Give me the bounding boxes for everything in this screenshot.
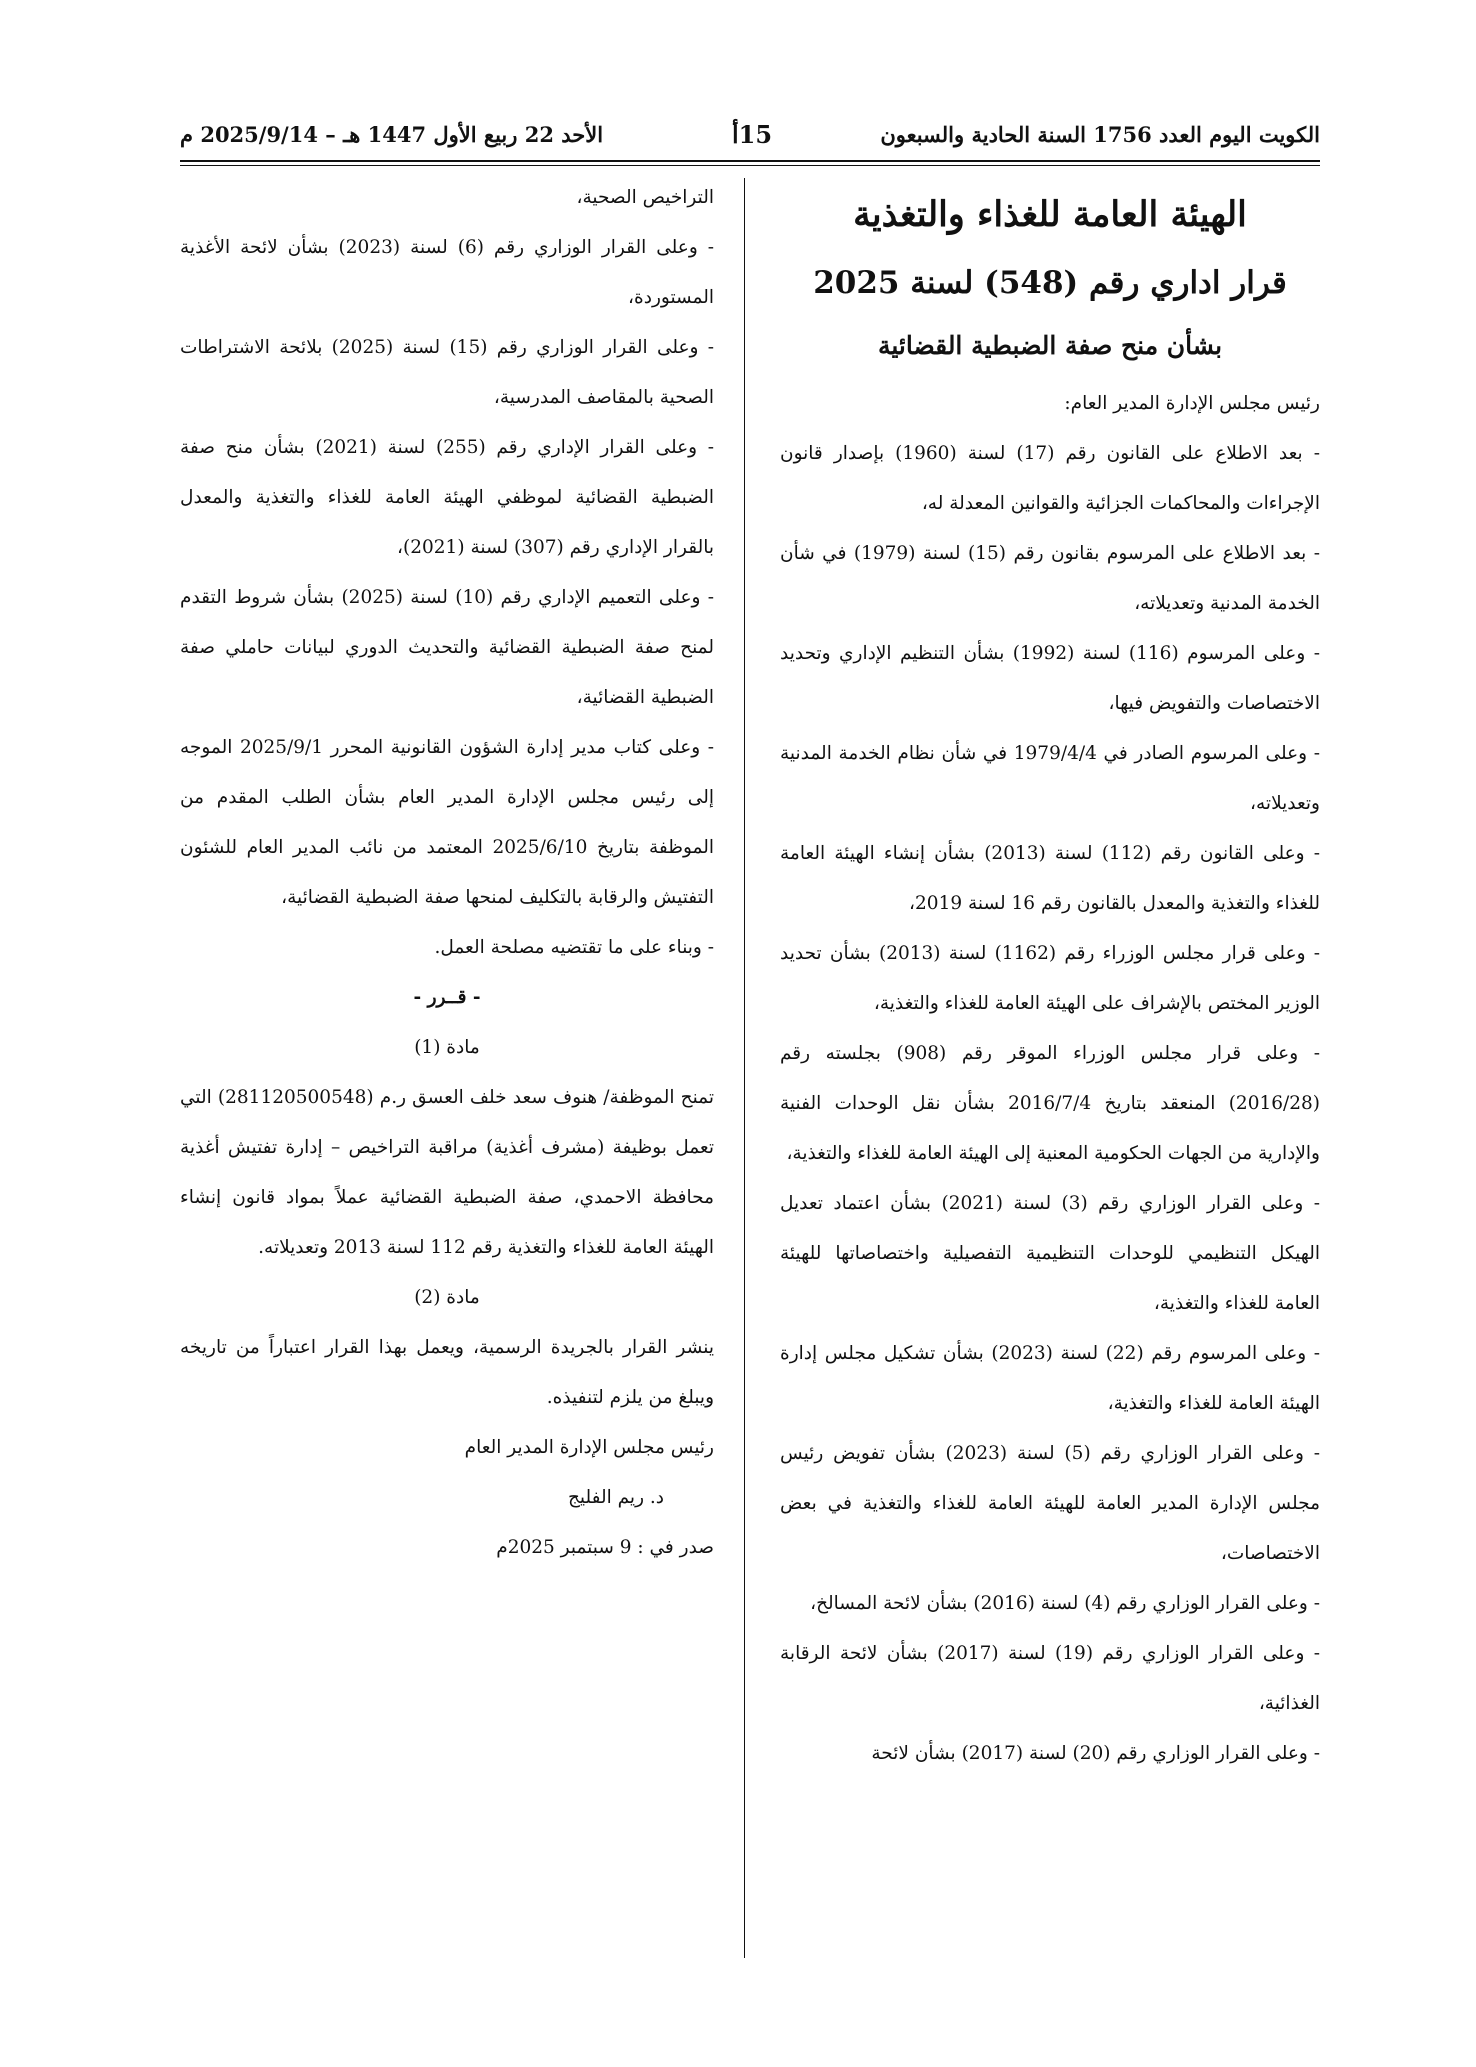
left-paragraph: - وبناء على ما تقتضيه مصلحة العمل. xyxy=(434,937,714,958)
authority-title: الهيئة العامة للغذاء والتغذية xyxy=(853,194,1247,235)
signature-name: د. ريم الفليج xyxy=(567,1487,664,1508)
right-paragraph: - وعلى المرسوم رقم (22) لسنة (2023) بشأن تشكيل مجلس إدارة الهيئة العامة للغذاء والتغذية، xyxy=(780,1343,1320,1414)
page-header xyxy=(180,118,1320,154)
left-paragraph: - وعلى القرار الوزاري رقم (6) لسنة (2023) بشأن لائحة الأغذية المستوردة، xyxy=(180,237,714,308)
right-paragraph: - وعلى المرسوم (116) لسنة (1992) بشأن التنظيم الإداري وتحديد الاختصاصات والتفويض فيها، xyxy=(780,643,1320,714)
article-2-title: مادة (2) xyxy=(414,1287,480,1308)
right-paragraph: - وعلى القانون رقم (112) لسنة (2013) بشأن إنشاء الهيئة العامة للغذاء والتغذية والمعدل بالقانون رقم 16 لسنة 2019، xyxy=(780,843,1321,914)
decree-heading: - قــرر - xyxy=(413,987,481,1008)
left-paragraph: - وعلى التعميم الإداري رقم (10) لسنة (2025) بشأن شروط التقدم لمنح صفة الضبطية القضائية والتحديث الدوري لبيانات حاملي صفة الضبطية القضائية، xyxy=(180,587,714,708)
right-paragraph: - وعلى القرار الوزاري رقم (5) لسنة (2023) بشأن تفويض رئيس مجلس الإدارة المدير العامة للهيئة العامة للغذاء والتغذية في بعض الاختصاصات، xyxy=(780,1443,1320,1564)
right-paragraph: - بعد الاطلاع على المرسوم بقانون رقم (15) لسنة (1979) في شأن الخدمة المدنية وتعديلاته، xyxy=(780,543,1321,614)
right-paragraph: - وعلى قرار مجلس الوزراء رقم (1162) لسنة (2013) بشأن تحديد الوزير المختص بالإشراف على الهيئة العامة للغذاء والتغذية، xyxy=(780,943,1320,1014)
right-paragraph: - وعلى القرار الوزاري رقم (3) لسنة (2021) بشأن اعتماد تعديل الهيكل التنظيمي للوحدات التنظيمية التفصيلية واختصاصاتها للهيئة العامة للغذاء والتغذية، xyxy=(780,1193,1321,1314)
signature-title: رئيس مجلس الإدارة المدير العام xyxy=(464,1437,714,1458)
article-2-text: ينشر القرار بالجريدة الرسمية، ويعمل بهذا القرار اعتباراً من تاريخه ويبلغ من يلزم لتنفيذه. xyxy=(180,1337,714,1408)
header-page-number: 15أ xyxy=(732,120,773,149)
right-paragraph: - وعلى القرار الوزاري رقم (4) لسنة (2016) بشأن لائحة المسالخ، xyxy=(810,1593,1320,1614)
right-paragraph: - وعلى المرسوم الصادر في 1979/4/4 في شأن نظام الخدمة المدنية وتعديلاته، xyxy=(780,743,1320,814)
left-paragraph: - وعلى القرار الوزاري رقم (15) لسنة (2025) بلائحة الاشتراطات الصحية بالمقاصف المدرسية، xyxy=(180,337,715,408)
column-divider xyxy=(744,178,745,1958)
left-paragraph: - وعلى القرار الإداري رقم (255) لسنة (2021) بشأن منح صفة الضبطية القضائية لموظفي الهيئة العامة للغذاء والتغذية والمعدل بالقرار الإداري رقم (307) لسنة (2021)، xyxy=(180,437,714,558)
right-paragraph: رئيس مجلس الإدارة المدير العام: xyxy=(1064,393,1320,414)
right-paragraph: - وعلى قرار مجلس الوزراء الموقر رقم (908) بجلسته رقم (2016/28) المنعقد بتاريخ 2016/7/4 بشأن نقل الوحدات الفنية والإدارية من الجهات الحكومية المعنية إلى الهيئة العامة للغذاء والتغذية، xyxy=(780,1043,1320,1164)
right-paragraph: - بعد الاطلاع على القانون رقم (17) لسنة (1960) بإصدار قانون الإجراءات والمحاكمات الجزائية والقوانين المعدلة له، xyxy=(780,443,1320,514)
article-1-text: تمنح الموظفة/ هنوف سعد خلف العسق ر.م (281120500548) التي تعمل بوظيفة (مشرف أغذية) مراقبة التراخيص – إدارة تفتيش أغذية محافظة الاحمدي، صفة الضبطية القضائية عملاً بمواد قانون إنشاء الهيئة العامة للغذاء والتغذية رقم 112 لسنة 2013 وتعديلاته. xyxy=(180,1087,714,1258)
decree-subject: بشأن منح صفة الضبطية القضائية xyxy=(877,331,1223,360)
right-paragraph: - وعلى القرار الوزاري رقم (19) لسنة (2017) بشأن لائحة الرقابة الغذائية، xyxy=(780,1643,1321,1714)
header-issue-info: الكويت اليوم العدد 1756 السنة الحادية والسبعون xyxy=(880,122,1320,147)
header-rule-thin xyxy=(180,165,1320,166)
left-paragraph: - وعلى كتاب مدير إدارة الشؤون القانونية المحرر 2025/9/1 الموجه إلى رئيس مجلس الإدارة المدير العام بشأن الطلب المقدم من الموظفة بتاريخ 2025/6/10 المعتمد من نائب المدير العام للشئون التفتيش والرقابة بالتكليف لمنحها صفة الضبطية القضائية، xyxy=(180,737,715,908)
article-1-title: مادة (1) xyxy=(414,1037,480,1058)
right-column xyxy=(780,185,1320,1779)
right-paragraph: - وعلى القرار الوزاري رقم (20) لسنة (2017) بشأن لائحة xyxy=(871,1743,1320,1764)
header-date: الأحد 22 ربيع الأول 1447 هـ – 2025/9/14 م xyxy=(180,122,604,147)
decree-title: قرار اداري رقم (548) لسنة 2025 xyxy=(813,265,1287,301)
left-paragraph: التراخيص الصحية، xyxy=(576,187,714,208)
left-column xyxy=(180,173,714,1573)
issue-date: صدر في : 9 سبتمبر 2025م xyxy=(496,1537,714,1558)
header-rule-thick xyxy=(180,160,1320,162)
